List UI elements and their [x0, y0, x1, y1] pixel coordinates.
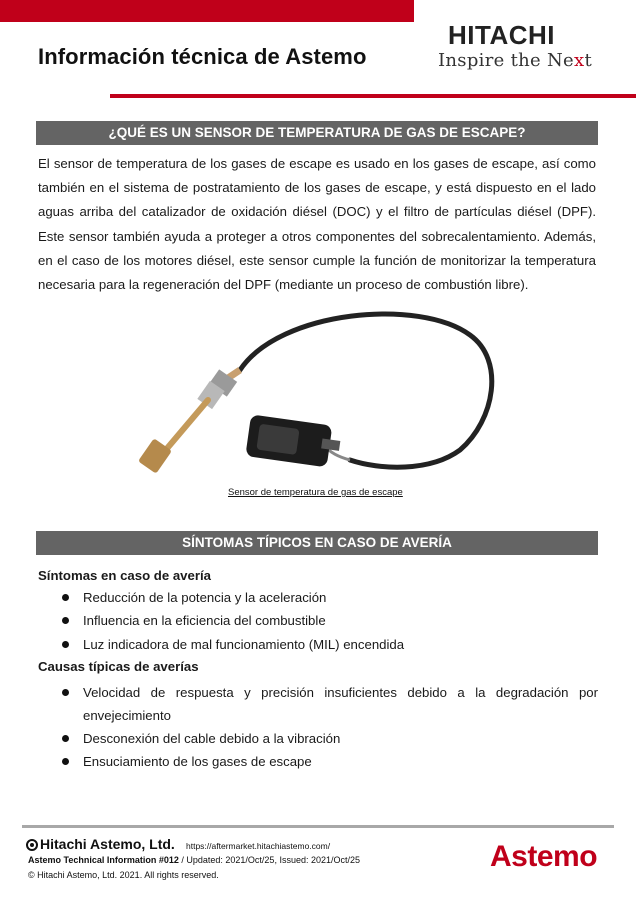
- section-heading-symptoms: SÍNTOMAS TÍPICOS EN CASO DE AVERÍA: [36, 531, 598, 555]
- footer-url-link[interactable]: https://aftermarket.hitachiastemo.com/: [186, 841, 331, 851]
- list-item: Velocidad de respuesta y precisión insuficientes debido a la degradación por envejecimiento: [62, 681, 598, 727]
- footer-brand: Hitachi Astemo, Ltd.: [26, 836, 175, 852]
- bullet-icon: [62, 641, 69, 648]
- list-item: Reducción de la potencia y la aceleración: [62, 586, 598, 609]
- section-heading-what-is: ¿QUÉ ES UN SENSOR DE TEMPERATURA DE GAS DE ESCAPE?: [36, 121, 598, 145]
- footer-divider: [22, 825, 614, 828]
- astemo-logo: Astemo: [490, 840, 598, 873]
- connector-plug: [245, 414, 340, 467]
- bullet-icon: [62, 594, 69, 601]
- intro-paragraph: El sensor de temperatura de los gases de escape es usado en los gases de escape, así como también en el sistema de postratamiento de los gases de escape, y está dispuesto en el lado aguas arriba del catalizador de oxidación diésel (DOC) y el filtro de partículas diésel (DPF). Este sensor también ayuda a proteger a otros componentes del sobrecalentamiento. Además, en el caso de los motores diésel, este sensor cumple la función de monitorizar la temperatura necesaria para la regeneración del DPF (mediante un proceso de combustión libre).: [38, 156, 596, 293]
- list-item: Luz indicadora de mal funcionamiento (MIL) encendida: [62, 633, 598, 656]
- bullet-icon: [62, 735, 69, 742]
- sensor-photo: [130, 300, 510, 480]
- hitachi-mark-icon: [26, 839, 38, 851]
- symptoms-title: Síntomas en caso de avería: [38, 568, 211, 583]
- list-item: Desconexión del cable debido a la vibración: [62, 727, 598, 750]
- hitachi-wordmark: HITACHI: [448, 20, 556, 50]
- bullet-icon: [62, 758, 69, 765]
- footer-copyright: © Hitachi Astemo, Ltd. 2021. All rights reserved.: [28, 870, 219, 880]
- figure-caption: Sensor de temperatura de gas de escape: [228, 487, 403, 498]
- list-item: Ensuciamiento de los gases de escape: [62, 750, 598, 773]
- sensor-probe: [138, 369, 240, 473]
- list-item: Influencia en la eficiencia del combustible: [62, 609, 598, 632]
- footer-doc-info: Astemo Technical Information #012 / Updated: 2021/Oct/25, Issued: 2021/Oct/25: [28, 855, 360, 865]
- logo-tagline: Inspire the Next: [438, 50, 593, 71]
- bullet-icon: [62, 617, 69, 624]
- top-red-bar: [0, 0, 414, 22]
- document-title: Información técnica de Astemo: [38, 44, 367, 69]
- hitachi-logo: [436, 20, 616, 76]
- causes-title: Causas típicas de averías: [38, 659, 199, 674]
- header-red-line: [110, 94, 636, 98]
- bullet-icon: [62, 689, 69, 696]
